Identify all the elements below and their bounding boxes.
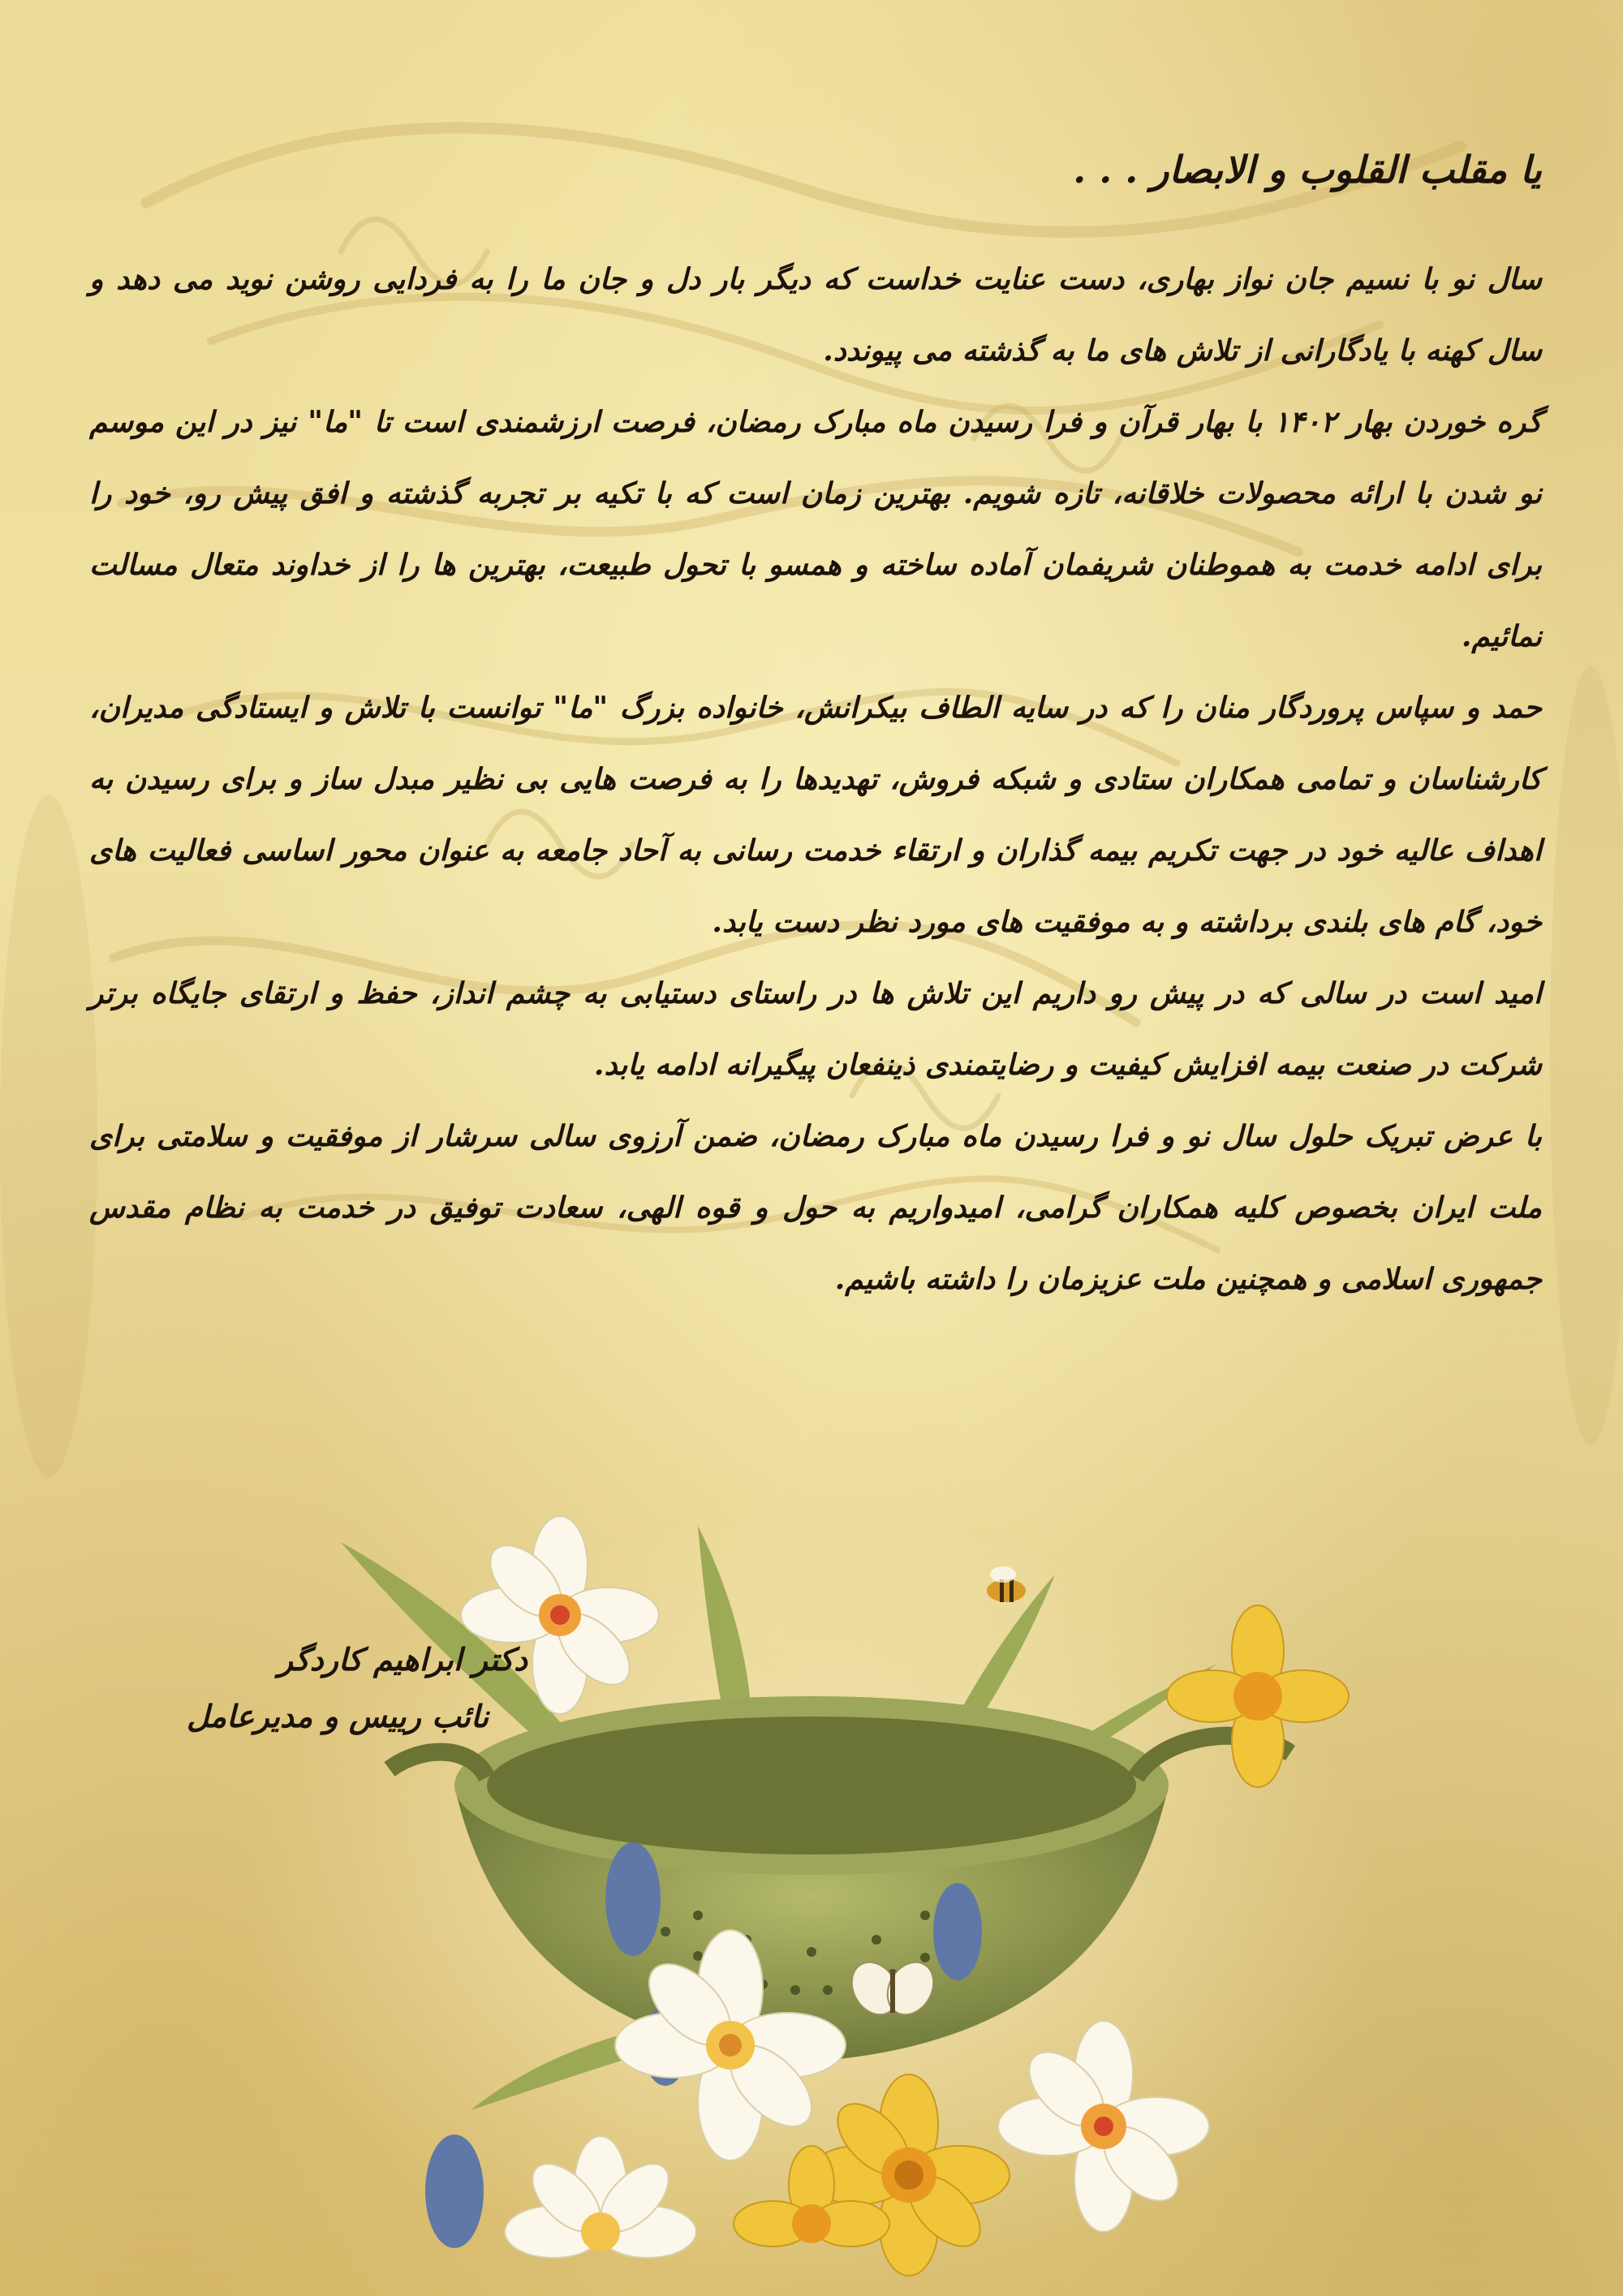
letter-heading: یا مقلب القلوب و الابصار . . . — [1073, 148, 1542, 192]
signature-block — [187, 1631, 527, 1745]
paragraph-hope: امید است در سالی که در پیش رو داریم این تلاش ها در راستای دستیابی به چشم انداز، حفظ و ارتقای جایگاه برتر شرکت در صنعت بیمه افزایش کیفیت و رضایتمندی ذینفعان پیگیرانه ادامه یابد. — [89, 976, 1542, 1082]
signatory-title: نائب رییس و مدیرعامل — [187, 1698, 489, 1734]
spring-flowers-illustration — [243, 1477, 1396, 2296]
paragraph-congratulations: با عرض تبریک حلول سال نو و فرا رسیدن ماه مبارک رمضان، ضمن آرزوی سالی سرشار از موفقیت و سلامتی برای ملت ایران بخصوص کلیه همکاران گرامی، امیدواریم به حول و قوه الهی، سعادت توفیق در خدمت به نظام مقدس جمهوری اسلامی و همچنین ملت عزیزمان را داشته باشیم. — [89, 1118, 1542, 1296]
paragraph-gratitude: حمد و سپاس پروردگار منان را که در سایه الطاف بیکرانش، خانواده بزرگ "ما" توانست با تلاش و ایستادگی مدیران، کارشناسان و تمامی همکاران ستادی و شبکه فروش، تهدیدها را به فرصت هایی بی نظیر مبدل ساز و برای رسیدن به اهداف عالیه خود در جهت تکریم بیمه گذاران و ارتقاء خدمت رسانی به آحاد جامعه به عنوان محور اساسی فعالیت های خود، گام های بلندی برداشته و به موفقیت های مورد نظر دست یابد. — [89, 690, 1542, 939]
paragraph-spring-ramadan: گره خوردن بهار ۱۴۰۲ با بهار قرآن و فرا رسیدن ماه مبارک رمضان، فرصت ارزشمندی است تا "ما" نیز در این موسم نو شدن با ارائه محصولات خلاقانه، تازه شویم. بهترین زمان است که با تکیه بر تجربه گذشته و افق پیش رو، خود را برای ادامه خدمت به هموطنان شریفمان آماده ساخته و همسو با تحول طبیعت، بهترین ها را از خداوند متعال مسالت نمائیم. — [89, 404, 1542, 653]
signatory-name: دکتر ابراهیم کاردگر — [278, 1641, 527, 1678]
letter-body — [89, 146, 1542, 1315]
paragraph-new-year: سال نو با نسیم جان نواز بهاری، دست عنایت خداست که دیگر بار دل و جان ما را به فردایی روشن نوید می دهد و سال کهنه با یادگارانی از تلاش های ما به گذشته می پیوندد. — [89, 261, 1542, 368]
